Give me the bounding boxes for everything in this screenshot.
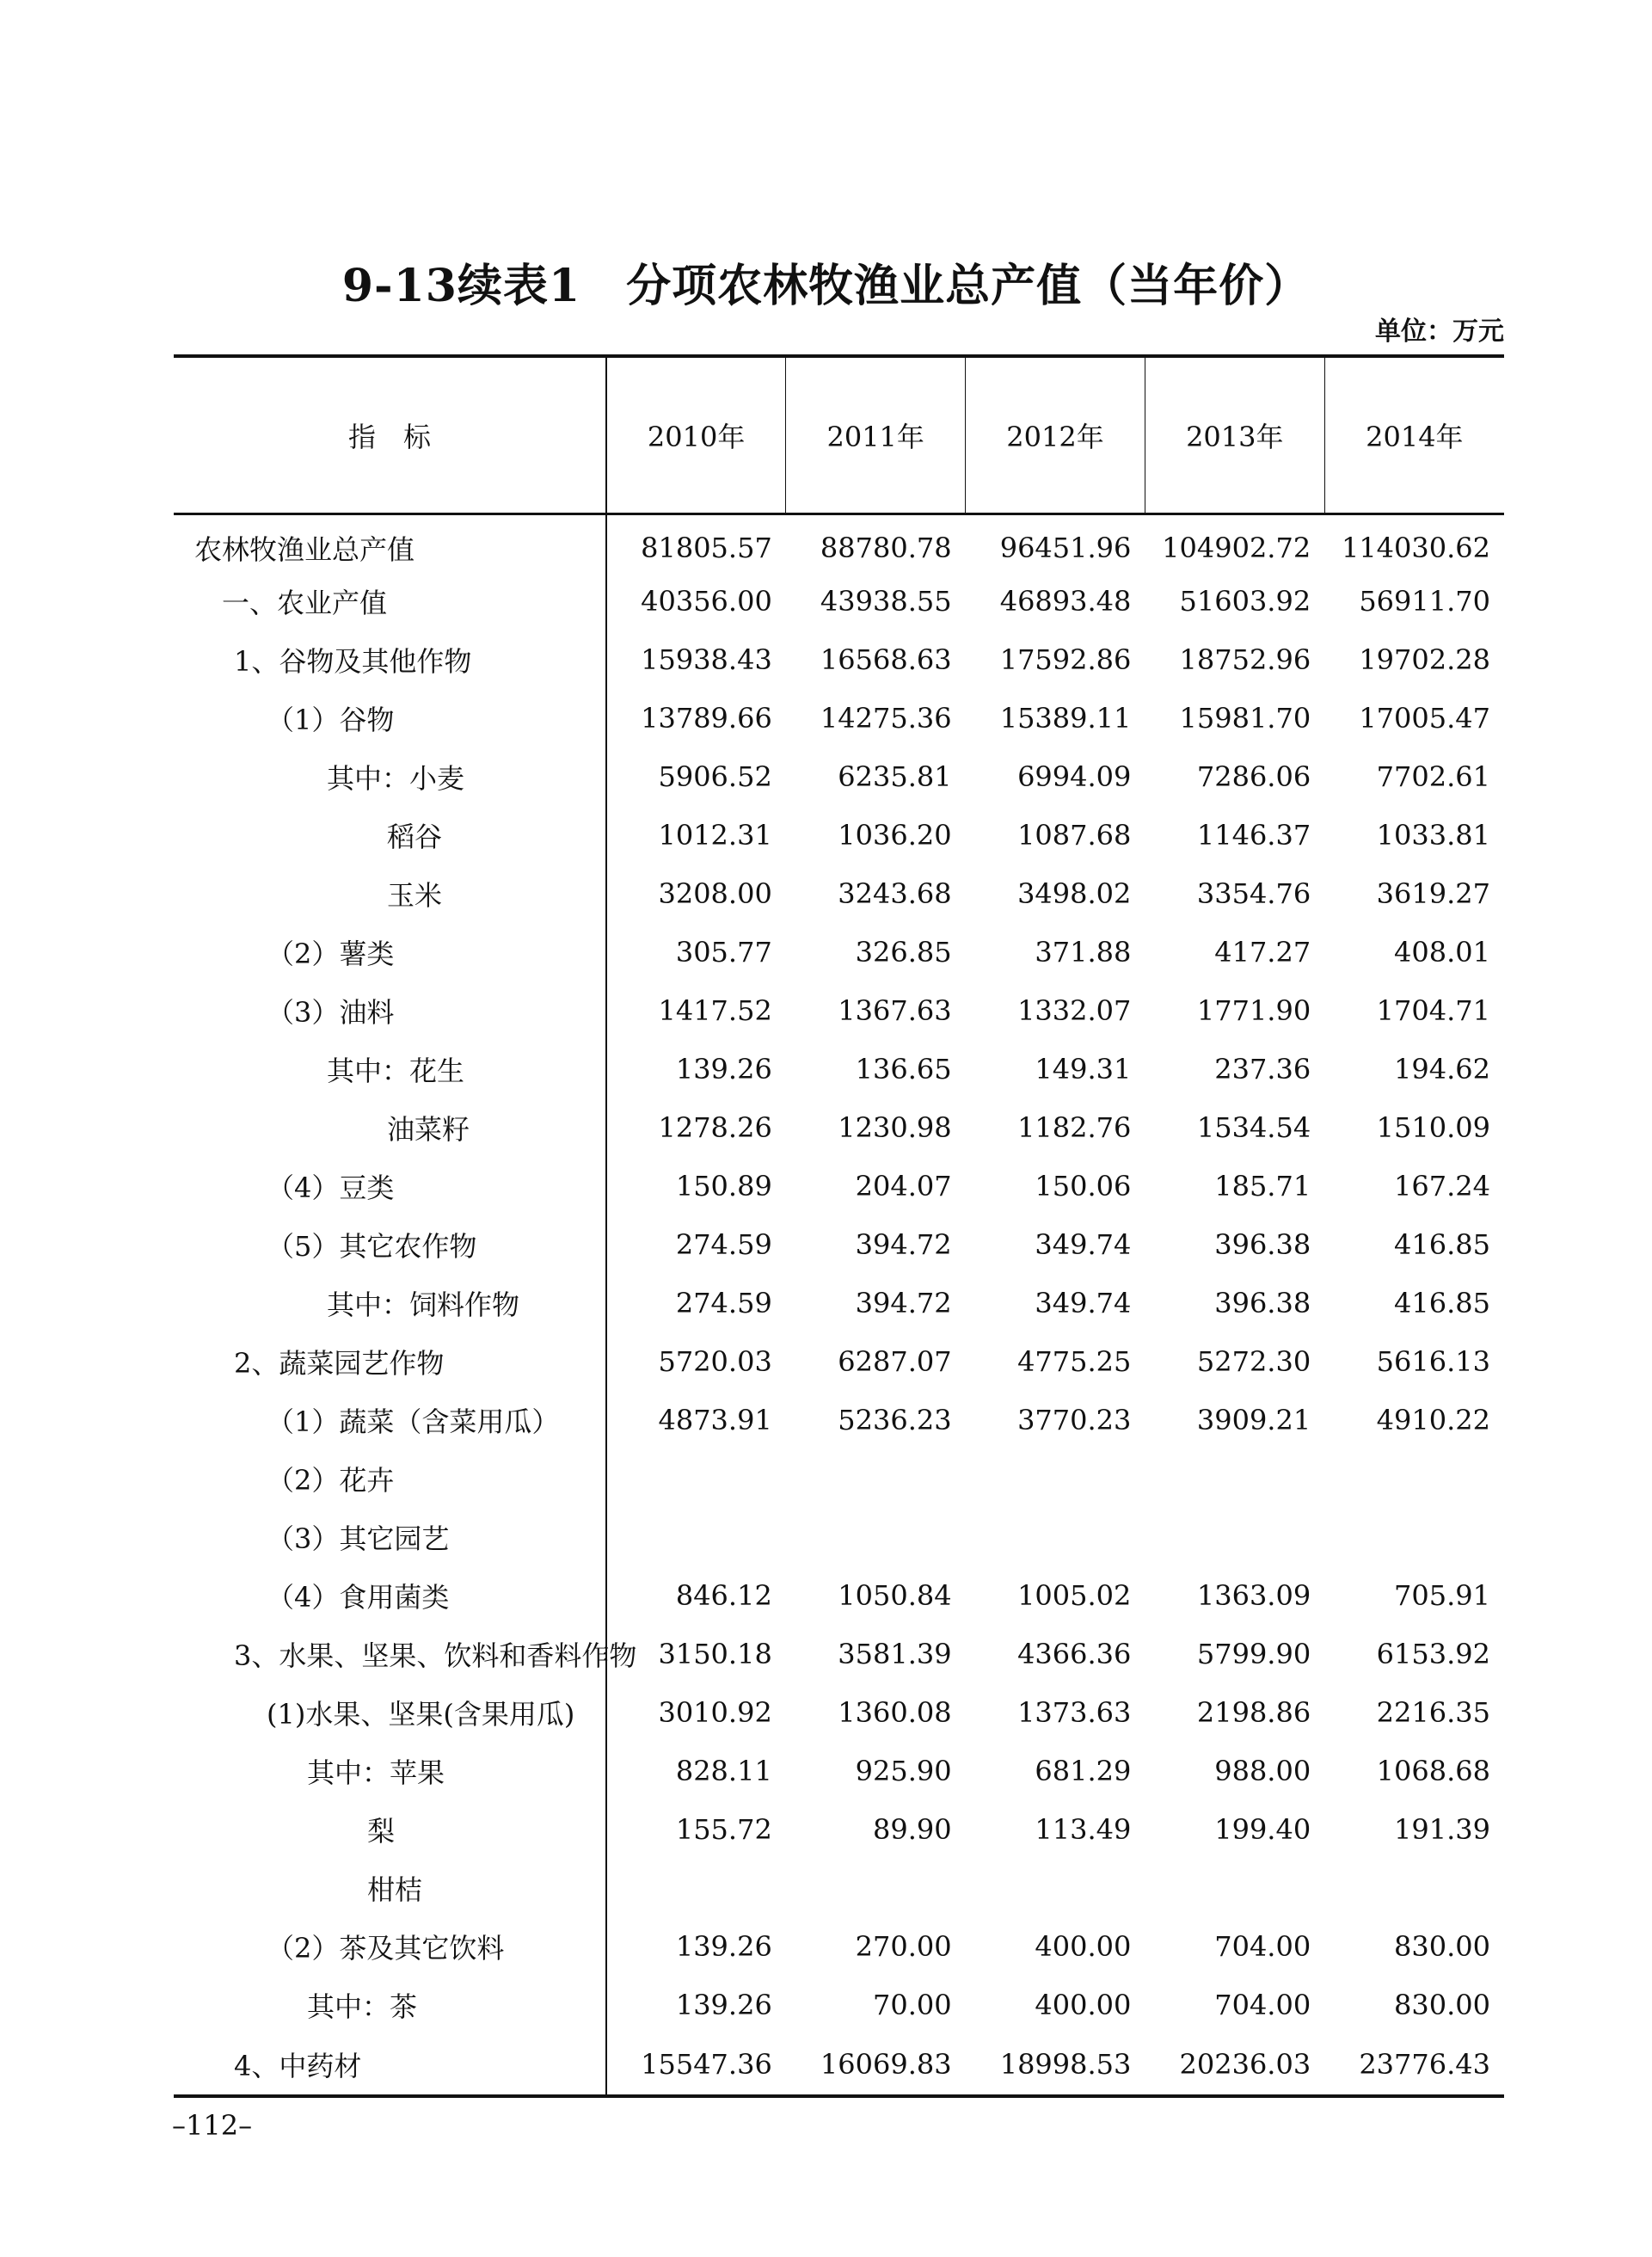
row-value: 704.00 bbox=[1214, 1930, 1311, 1963]
row-value bbox=[1145, 1508, 1324, 1566]
row-value bbox=[1145, 1449, 1324, 1508]
row-value: 113.49 bbox=[1035, 1813, 1132, 1846]
row-value: 20236.03 bbox=[1179, 2048, 1311, 2081]
row-value: 1332.07 bbox=[1017, 994, 1132, 1027]
table-row bbox=[174, 1332, 1504, 1391]
row-value: 88780.78 bbox=[820, 532, 952, 565]
row-value: 394.72 bbox=[855, 1228, 952, 1261]
row-value: 5236.23 bbox=[838, 1404, 952, 1436]
table-row bbox=[174, 1976, 1504, 2034]
row-value: 3498.02 bbox=[1017, 877, 1132, 910]
table-body bbox=[174, 514, 1504, 2096]
header-year-2010: 2010年 bbox=[606, 356, 786, 514]
row-label: 农林牧渔业总产值 bbox=[174, 514, 606, 572]
table-header bbox=[174, 356, 1504, 514]
row-value: 237.36 bbox=[1214, 1053, 1311, 1085]
header-year-2013: 2013年 bbox=[1145, 356, 1324, 514]
row-value: 3150.18 bbox=[658, 1638, 772, 1670]
row-value: 96451.96 bbox=[999, 532, 1132, 565]
row-value: 23776.43 bbox=[1359, 2048, 1490, 2081]
row-value bbox=[1145, 1859, 1324, 1917]
row-value: 681.29 bbox=[1035, 1755, 1132, 1787]
table-row bbox=[174, 1625, 1504, 1683]
table-row bbox=[174, 514, 1504, 572]
row-value: 5272.30 bbox=[1196, 1345, 1311, 1378]
row-value bbox=[606, 1859, 786, 1917]
row-label: （3）其它园艺 bbox=[174, 1508, 606, 1566]
row-value: 17005.47 bbox=[1359, 702, 1490, 735]
row-value: 408.01 bbox=[1394, 936, 1490, 969]
row-value: 326.85 bbox=[855, 936, 952, 969]
row-value bbox=[966, 1859, 1145, 1917]
row-label: 其中：茶 bbox=[174, 1976, 606, 2034]
row-value: 274.59 bbox=[675, 1287, 772, 1319]
row-label: 3、水果、坚果、饮料和香料作物 bbox=[174, 1625, 606, 1683]
row-value: 19702.28 bbox=[1359, 643, 1490, 676]
table-row bbox=[174, 1917, 1504, 1976]
row-value: 7286.06 bbox=[1196, 760, 1311, 793]
row-value: 1036.20 bbox=[838, 819, 952, 852]
row-value: 191.39 bbox=[1394, 1813, 1490, 1846]
row-label: 2、蔬菜园艺作物 bbox=[174, 1332, 606, 1391]
row-label: （2）花卉 bbox=[174, 1449, 606, 1508]
row-value: 139.26 bbox=[675, 1989, 772, 2021]
table-row bbox=[174, 1274, 1504, 1332]
row-value: 46893.48 bbox=[999, 585, 1132, 618]
row-value: 1146.37 bbox=[1196, 819, 1311, 852]
row-value: 416.85 bbox=[1394, 1228, 1490, 1261]
table-row bbox=[174, 1566, 1504, 1625]
page-title: 9-13续表1 分项农林牧渔业总产值（当年价） bbox=[341, 260, 1311, 312]
row-value: 194.62 bbox=[1394, 1053, 1490, 1085]
row-value: 846.12 bbox=[675, 1579, 772, 1612]
row-value: 2198.86 bbox=[1196, 1696, 1311, 1729]
row-label: （5）其它农作物 bbox=[174, 1215, 606, 1274]
row-value: 6235.81 bbox=[838, 760, 952, 793]
row-value: 400.00 bbox=[1035, 1989, 1132, 2021]
table-row bbox=[174, 747, 1504, 806]
table-row bbox=[174, 1742, 1504, 1800]
row-value: 704.00 bbox=[1214, 1989, 1311, 2021]
row-value: 6994.09 bbox=[1017, 760, 1132, 793]
row-value: 3909.21 bbox=[1196, 1404, 1311, 1436]
row-value: 139.26 bbox=[675, 1053, 772, 1085]
row-value: 5906.52 bbox=[658, 760, 772, 793]
table-row bbox=[174, 1157, 1504, 1215]
row-value: 1087.68 bbox=[1017, 819, 1132, 852]
row-value: 1363.09 bbox=[1196, 1579, 1311, 1612]
row-value: 305.77 bbox=[675, 936, 772, 969]
row-label: （1）谷物 bbox=[174, 689, 606, 747]
row-label: （1）蔬菜（含菜用瓜） bbox=[174, 1391, 606, 1449]
row-value: 204.07 bbox=[855, 1170, 952, 1202]
row-value bbox=[1324, 1508, 1504, 1566]
row-value: 104902.72 bbox=[1162, 532, 1311, 565]
table-row bbox=[174, 1040, 1504, 1098]
row-value: 705.91 bbox=[1394, 1579, 1490, 1612]
row-value: 114030.62 bbox=[1341, 532, 1490, 565]
row-value: 1360.08 bbox=[838, 1696, 952, 1729]
row-value: 185.71 bbox=[1214, 1170, 1311, 1202]
table-row bbox=[174, 1859, 1504, 1917]
row-value: 43938.55 bbox=[820, 585, 952, 618]
row-value: 13789.66 bbox=[641, 702, 772, 735]
table-row bbox=[174, 923, 1504, 981]
row-value: 7702.61 bbox=[1376, 760, 1490, 793]
header-year-2014: 2014年 bbox=[1324, 356, 1504, 514]
row-value: 1012.31 bbox=[658, 819, 772, 852]
row-value: 149.31 bbox=[1035, 1053, 1132, 1085]
row-value: 6287.07 bbox=[838, 1345, 952, 1378]
row-value: 371.88 bbox=[1035, 936, 1132, 969]
row-value: 1182.76 bbox=[1017, 1111, 1132, 1144]
row-label: 其中：花生 bbox=[174, 1040, 606, 1098]
row-value: 51603.92 bbox=[1179, 585, 1311, 618]
row-value bbox=[786, 1508, 966, 1566]
table-row bbox=[174, 1215, 1504, 1274]
row-label: （4）豆类 bbox=[174, 1157, 606, 1215]
row-value bbox=[606, 1449, 786, 1508]
row-value: 830.00 bbox=[1394, 1930, 1490, 1963]
row-value: 396.38 bbox=[1214, 1287, 1311, 1319]
table-row bbox=[174, 981, 1504, 1040]
row-value: 15981.70 bbox=[1179, 702, 1311, 735]
table-row bbox=[174, 572, 1504, 630]
row-value: 396.38 bbox=[1214, 1228, 1311, 1261]
row-label: （2）茶及其它饮料 bbox=[174, 1917, 606, 1976]
row-value: 18998.53 bbox=[999, 2048, 1132, 2081]
table-row bbox=[174, 1683, 1504, 1742]
row-value: 89.90 bbox=[872, 1813, 952, 1846]
row-value: 830.00 bbox=[1394, 1989, 1490, 2021]
row-value: 4366.36 bbox=[1017, 1638, 1132, 1670]
table-row bbox=[174, 1391, 1504, 1449]
table-row bbox=[174, 1098, 1504, 1157]
row-label: 梨 bbox=[174, 1800, 606, 1859]
row-value: 3619.27 bbox=[1376, 877, 1490, 910]
row-value: 1704.71 bbox=[1376, 994, 1490, 1027]
header-indicator: 指 标 bbox=[174, 356, 606, 514]
statistics-table bbox=[174, 354, 1504, 2098]
row-value: 139.26 bbox=[675, 1930, 772, 1963]
row-label: 1、谷物及其他作物 bbox=[174, 630, 606, 689]
row-value: 5720.03 bbox=[658, 1345, 772, 1378]
table-row bbox=[174, 689, 1504, 747]
unit-label: 单位：万元 bbox=[1375, 317, 1504, 347]
row-value bbox=[1324, 1859, 1504, 1917]
row-value: 15547.36 bbox=[641, 2048, 772, 2081]
row-value: 3010.92 bbox=[658, 1696, 772, 1729]
row-value: 5799.90 bbox=[1196, 1638, 1311, 1670]
row-label: 其中：饲料作物 bbox=[174, 1274, 606, 1332]
row-value: 3208.00 bbox=[658, 877, 772, 910]
row-value: 1068.68 bbox=[1376, 1755, 1490, 1787]
row-value bbox=[786, 1859, 966, 1917]
header-year-2012: 2012年 bbox=[966, 356, 1145, 514]
row-value: 274.59 bbox=[675, 1228, 772, 1261]
row-value: 270.00 bbox=[855, 1930, 952, 1963]
page-number: –112– bbox=[172, 2109, 253, 2142]
row-label: 柑桔 bbox=[174, 1859, 606, 1917]
row-value: 3354.76 bbox=[1196, 877, 1311, 910]
row-value: 394.72 bbox=[855, 1287, 952, 1319]
table-row bbox=[174, 864, 1504, 923]
row-value: 1005.02 bbox=[1017, 1579, 1132, 1612]
row-value: 17592.86 bbox=[999, 643, 1132, 676]
row-value: 828.11 bbox=[675, 1755, 772, 1787]
row-label: （4）食用菌类 bbox=[174, 1566, 606, 1625]
row-value: 1771.90 bbox=[1196, 994, 1311, 1027]
row-label: 油菜籽 bbox=[174, 1098, 606, 1157]
row-label: 玉米 bbox=[174, 864, 606, 923]
row-value: 1367.63 bbox=[838, 994, 952, 1027]
table-row bbox=[174, 2034, 1504, 2096]
row-value: 6153.92 bbox=[1376, 1638, 1490, 1670]
row-value bbox=[966, 1449, 1145, 1508]
row-value: 925.90 bbox=[855, 1755, 952, 1787]
table-row bbox=[174, 806, 1504, 864]
row-value: 15938.43 bbox=[641, 643, 772, 676]
table-row bbox=[174, 630, 1504, 689]
header-year-2011: 2011年 bbox=[786, 356, 966, 514]
row-value: 1417.52 bbox=[658, 994, 772, 1027]
row-value: 349.74 bbox=[1035, 1287, 1132, 1319]
row-value bbox=[1324, 1449, 1504, 1508]
row-value: 1510.09 bbox=[1376, 1111, 1490, 1144]
row-value: 3770.23 bbox=[1017, 1404, 1132, 1436]
row-label: (1)水果、坚果(含果用瓜) bbox=[174, 1683, 606, 1742]
row-label: （2）薯类 bbox=[174, 923, 606, 981]
row-value: 81805.57 bbox=[641, 532, 772, 565]
row-value: 56911.70 bbox=[1359, 585, 1490, 618]
row-value bbox=[606, 1508, 786, 1566]
row-label: 其中：苹果 bbox=[174, 1742, 606, 1800]
row-label: 稻谷 bbox=[174, 806, 606, 864]
header-row bbox=[174, 356, 1504, 514]
row-value: 150.89 bbox=[675, 1170, 772, 1202]
data-table-container bbox=[174, 354, 1504, 2098]
row-value: 70.00 bbox=[872, 1989, 952, 2021]
row-value: 14275.36 bbox=[820, 702, 952, 735]
row-value: 988.00 bbox=[1214, 1755, 1311, 1787]
row-value: 1230.98 bbox=[838, 1111, 952, 1144]
row-value: 2216.35 bbox=[1376, 1696, 1490, 1729]
row-value: 1534.54 bbox=[1196, 1111, 1311, 1144]
row-value: 400.00 bbox=[1035, 1930, 1132, 1963]
row-value: 5616.13 bbox=[1376, 1345, 1490, 1378]
row-value: 416.85 bbox=[1394, 1287, 1490, 1319]
row-value: 167.24 bbox=[1394, 1170, 1490, 1202]
row-label: 一、农业产值 bbox=[174, 572, 606, 630]
table-row bbox=[174, 1800, 1504, 1859]
row-value: 18752.96 bbox=[1179, 643, 1311, 676]
row-value: 417.27 bbox=[1214, 936, 1311, 969]
row-value: 1373.63 bbox=[1017, 1696, 1132, 1729]
row-value: 136.65 bbox=[855, 1053, 952, 1085]
row-label: 4、中药材 bbox=[174, 2034, 606, 2096]
row-value: 15389.11 bbox=[999, 702, 1132, 735]
row-value: 155.72 bbox=[675, 1813, 772, 1846]
row-value: 1050.84 bbox=[838, 1579, 952, 1612]
row-value: 150.06 bbox=[1035, 1170, 1132, 1202]
row-value: 16568.63 bbox=[820, 643, 952, 676]
row-value: 4910.22 bbox=[1376, 1404, 1490, 1436]
row-value: 16069.83 bbox=[820, 2048, 952, 2081]
row-label: 其中：小麦 bbox=[174, 747, 606, 806]
row-value: 1278.26 bbox=[658, 1111, 772, 1144]
row-value: 3243.68 bbox=[838, 877, 952, 910]
table-row bbox=[174, 1449, 1504, 1508]
row-value: 3581.39 bbox=[838, 1638, 952, 1670]
row-value: 199.40 bbox=[1214, 1813, 1311, 1846]
table-row bbox=[174, 1508, 1504, 1566]
row-value: 349.74 bbox=[1035, 1228, 1132, 1261]
row-value: 1033.81 bbox=[1376, 819, 1490, 852]
row-value: 4873.91 bbox=[658, 1404, 772, 1436]
row-value: 40356.00 bbox=[641, 585, 772, 618]
row-value: 4775.25 bbox=[1017, 1345, 1132, 1378]
row-label: （3）油料 bbox=[174, 981, 606, 1040]
row-value bbox=[786, 1449, 966, 1508]
row-value bbox=[966, 1508, 1145, 1566]
